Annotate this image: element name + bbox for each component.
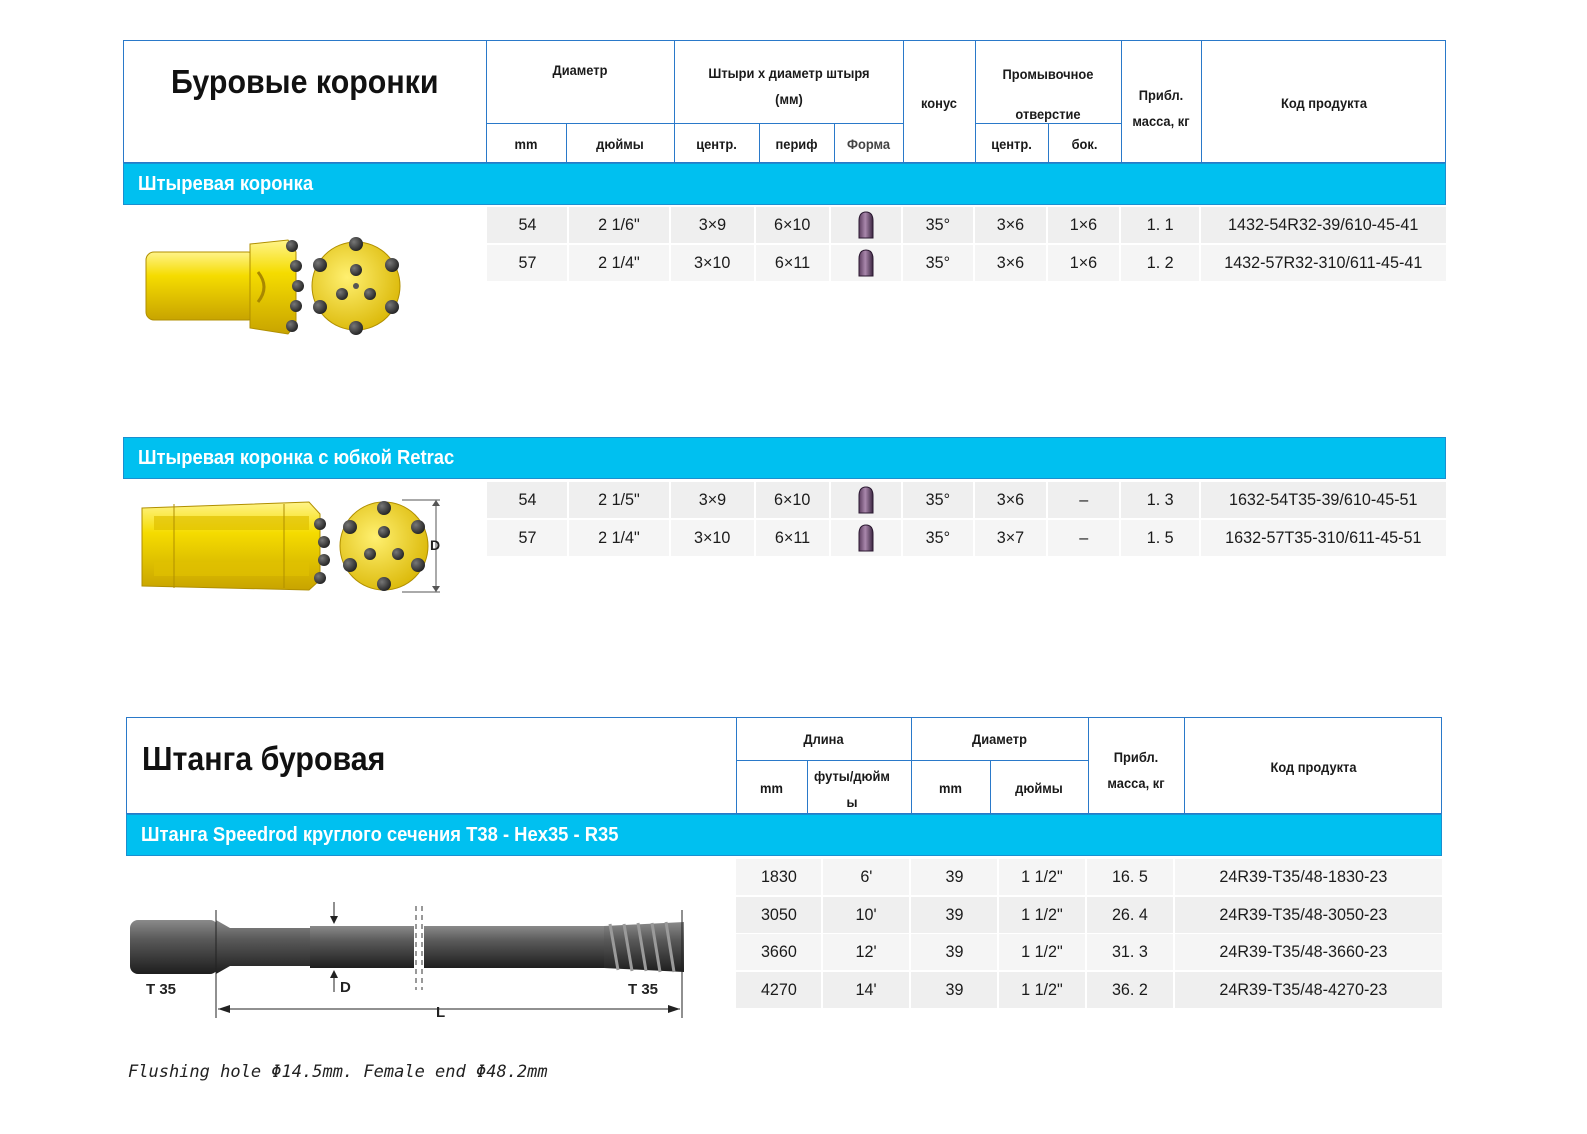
cell-mass (1087, 972, 1175, 1008)
cell-value: 54 (518, 215, 536, 234)
cell-mm (487, 245, 569, 281)
cell-value: 1. 5 (1146, 528, 1174, 547)
section-title: Штанга Speedrod круглого сечения T38 - Hex35 - R35 (141, 823, 619, 846)
header-diameter: Диаметр (972, 731, 1027, 747)
cell-center (671, 482, 756, 518)
cell-value: 39 (945, 867, 963, 886)
cell-value: 2 1/5" (598, 490, 640, 509)
cell-value: 4270 (760, 979, 797, 999)
cell-value: 3×6 (996, 253, 1025, 272)
cell-ft (823, 972, 911, 1008)
cell-code (1175, 934, 1432, 970)
cell-value: 6×11 (774, 528, 811, 547)
cell-shape (831, 207, 903, 243)
cell-code (1175, 972, 1432, 1008)
cell-inch (569, 520, 671, 556)
cell-value: 1. 3 (1146, 490, 1174, 509)
pin-bit-image (140, 232, 410, 342)
cell-mass (1087, 897, 1175, 933)
cell-dmm (911, 897, 999, 933)
cell-value: 2 1/6" (598, 215, 640, 234)
cell-code (1201, 482, 1446, 518)
cell-mass (1087, 934, 1175, 970)
cell-ft (823, 859, 911, 895)
cell-inch (569, 207, 671, 243)
table-row (487, 520, 1446, 556)
header-pins: Штыри х диаметр штыря (мм) (708, 65, 870, 107)
section-bar-retrac-bit (123, 437, 1446, 479)
cell-mm (736, 897, 823, 933)
section-title: Штыревая коронка (138, 172, 314, 195)
cell-value: 39 (945, 904, 963, 924)
table-row (736, 859, 1442, 895)
header-flush: Промывочное отверстие (1002, 65, 1094, 122)
cell-value: 1432-57R32-310/611-45-41 (1224, 253, 1423, 272)
cell-value: 10' (855, 904, 877, 924)
cell-shape (831, 245, 903, 281)
cell-center (671, 207, 756, 243)
header-mm: mm (760, 779, 783, 796)
cell-value: 1632-54T35-39/610-45-51 (1229, 490, 1418, 509)
header-flush-side: бок. (1071, 135, 1098, 152)
cell-perif (756, 207, 831, 243)
header-code: Код продукта (1270, 758, 1357, 775)
header-cone: конус (921, 94, 957, 111)
cell-fc (975, 482, 1048, 518)
cell-dinch (999, 934, 1087, 970)
cell-fs (1048, 482, 1121, 518)
cell-dmm (911, 934, 999, 970)
section-title: Штыревая коронка с юбкой Retrac (138, 446, 455, 469)
cell-value: 39 (945, 979, 963, 999)
table-row (487, 482, 1446, 518)
cell-code (1201, 520, 1446, 556)
header-ft: футы/дюймы (814, 767, 890, 810)
cell-fs (1048, 520, 1121, 556)
right-end-label: T 35 (628, 981, 659, 998)
footnote: Flushing hole Φ14.5mm. Female end Φ48.2mm (128, 1062, 548, 1082)
cell-value: 35° (925, 490, 951, 509)
cell-fc (975, 520, 1048, 556)
table-row (736, 972, 1442, 1008)
bits-title: Буровые коронки (171, 63, 439, 100)
cell-value: 31. 3 (1112, 942, 1148, 961)
cell-dinch (999, 972, 1087, 1008)
header-dinch: дюймы (1015, 779, 1063, 796)
header-flush-center: центр. (991, 135, 1032, 152)
cell-inch (569, 482, 671, 518)
cell-mm (736, 934, 823, 970)
cell-value: 3×7 (996, 528, 1025, 547)
cell-ft (823, 897, 911, 933)
cell-code (1201, 207, 1446, 243)
cell-value: 26. 4 (1112, 904, 1148, 924)
cell-value: 3×6 (996, 490, 1025, 509)
cell-perif (756, 482, 831, 518)
diameter-label: D (430, 537, 441, 553)
cell-mm (736, 859, 823, 895)
cell-mass (1121, 245, 1201, 281)
header-center: центр. (696, 135, 737, 152)
cell-value: 1×6 (1069, 215, 1098, 234)
header-dmm: mm (939, 779, 962, 796)
cell-value: 35° (925, 528, 951, 547)
header-perif: периф (775, 135, 818, 152)
cell-value: 6×10 (774, 490, 811, 509)
cell-cone (903, 520, 975, 556)
cell-shape (831, 482, 903, 518)
cell-value: 1 1/2" (1021, 904, 1063, 924)
cell-dmm (911, 859, 999, 895)
length-label: L (436, 1004, 446, 1021)
cell-dinch (999, 897, 1087, 933)
left-end-label: T 35 (146, 981, 177, 998)
button-shape-icon (858, 486, 874, 514)
cell-value: 16. 5 (1112, 867, 1148, 886)
table-row (487, 245, 1446, 281)
cell-value: 36. 2 (1112, 979, 1148, 999)
cell-value: 3×9 (698, 490, 727, 509)
cell-value: 6×10 (774, 215, 811, 234)
cell-fc (975, 245, 1048, 281)
cell-value: 24R39-T35/48-4270-23 (1219, 979, 1388, 999)
cell-value: 3×9 (698, 215, 727, 234)
cell-cone (903, 482, 975, 518)
header-inches: дюймы (596, 135, 644, 152)
cell-mass (1121, 520, 1201, 556)
diameter-label: D (340, 979, 351, 996)
cell-code (1201, 245, 1446, 281)
cell-value: 54 (518, 490, 536, 509)
cell-value: 24R39-T35/48-3660-23 (1219, 942, 1388, 961)
cell-value: 1 1/2" (1021, 979, 1063, 999)
bits-header (123, 40, 1446, 163)
rods-header (126, 717, 1442, 814)
header-length: Длина (803, 731, 844, 747)
cell-dmm (911, 972, 999, 1008)
drill-rod-drawing (126, 896, 696, 1026)
cell-mass (1087, 859, 1175, 895)
cell-value: 1830 (760, 867, 797, 886)
cell-value: 3×10 (694, 528, 731, 547)
cell-fs (1048, 207, 1121, 243)
cell-cone (903, 245, 975, 281)
cell-value: – (1079, 528, 1088, 547)
cell-value: 1. 1 (1146, 215, 1174, 234)
cell-value: 3×10 (694, 253, 731, 272)
header-diameter: Диаметр (552, 62, 608, 78)
cell-value: 6' (859, 867, 873, 886)
cell-value: 6×11 (774, 253, 811, 272)
cell-mm (487, 482, 569, 518)
cell-value: 1632-57T35-310/611-45-51 (1225, 528, 1422, 547)
header-code: Код продукта (1280, 94, 1368, 111)
header-mass: Прибл. масса, кг (1107, 749, 1165, 791)
retrac-bit-image (134, 494, 454, 598)
rods-title: Штанга буровая (142, 740, 386, 777)
cell-value: 2 1/4" (598, 528, 640, 547)
button-shape-icon (858, 249, 874, 277)
cell-perif (756, 245, 831, 281)
cell-value: 1 1/2" (1021, 942, 1063, 961)
cell-center (671, 245, 756, 281)
cell-center (671, 520, 756, 556)
cell-value: 2 1/4" (598, 253, 640, 272)
cell-inch (569, 245, 671, 281)
section-bar-pin-bit (123, 163, 1446, 205)
cell-ft (823, 934, 911, 970)
cell-dinch (999, 859, 1087, 895)
cell-value: 24R39-T35/48-3050-23 (1219, 904, 1388, 924)
cell-value: 39 (945, 942, 963, 961)
cell-mass (1121, 482, 1201, 518)
cell-value: 24R39-T35/48-1830-23 (1219, 867, 1388, 886)
cell-value: 35° (925, 253, 951, 272)
cell-value: 35° (925, 215, 951, 234)
cell-fc (975, 207, 1048, 243)
cell-value: 1 1/2" (1021, 867, 1063, 886)
cell-value: – (1079, 490, 1088, 509)
cell-value: 3660 (760, 942, 797, 961)
cell-mm (487, 207, 569, 243)
cell-value: 1×6 (1069, 253, 1098, 272)
cell-value: 57 (518, 528, 536, 547)
table-row (736, 934, 1442, 970)
button-shape-icon (858, 211, 874, 239)
cell-cone (903, 207, 975, 243)
cell-value: 3×6 (996, 215, 1025, 234)
table-row (736, 897, 1442, 933)
header-shape: Форма (846, 135, 891, 152)
header-mass: Прибл. масса, кг (1132, 87, 1190, 129)
cell-shape (831, 520, 903, 556)
cell-value: 3050 (760, 904, 797, 924)
section-bar-speedrod (126, 814, 1442, 856)
cell-value: 1432-54R32-39/610-45-41 (1228, 215, 1419, 234)
button-shape-icon (858, 524, 874, 552)
cell-mm (487, 520, 569, 556)
cell-fs (1048, 245, 1121, 281)
cell-code (1175, 859, 1432, 895)
header-mm: mm (514, 135, 538, 152)
cell-mm (736, 972, 823, 1008)
cell-value: 14' (855, 979, 877, 999)
cell-value: 1. 2 (1146, 253, 1174, 272)
cell-mass (1121, 207, 1201, 243)
cell-value: 57 (518, 253, 536, 272)
cell-code (1175, 897, 1432, 933)
cell-value: 12' (855, 942, 877, 961)
cell-perif (756, 520, 831, 556)
table-row (487, 207, 1446, 243)
